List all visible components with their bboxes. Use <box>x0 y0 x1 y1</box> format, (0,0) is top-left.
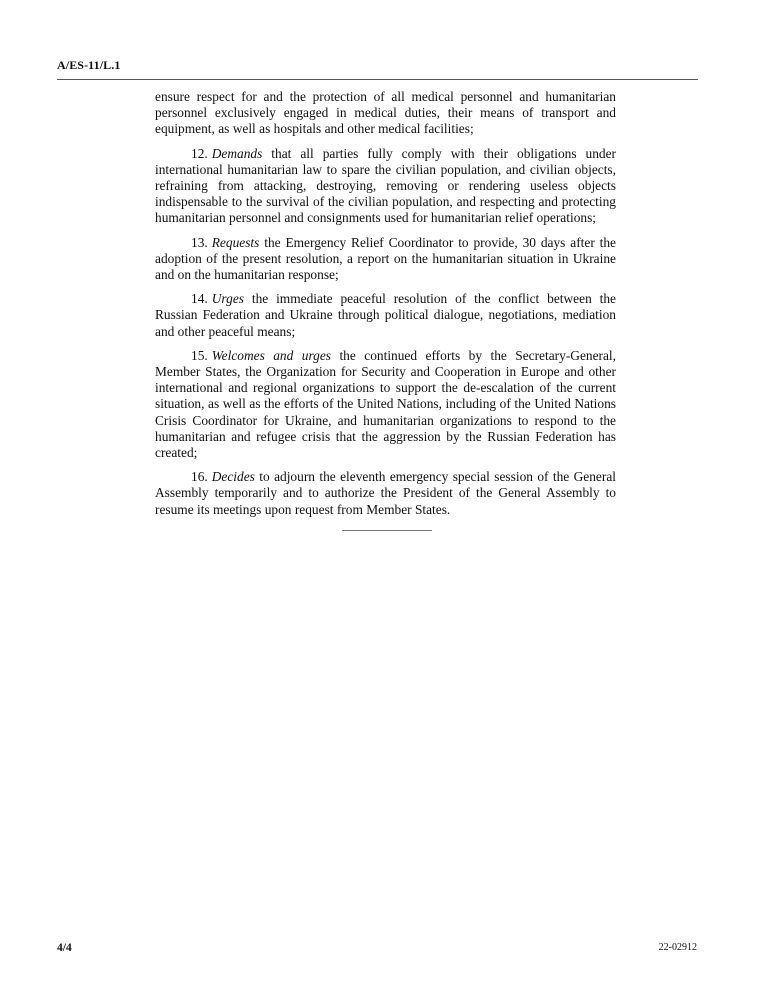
paragraph-text: to adjourn the eleventh emergency special session of the General Assembly temporarily and to authorize the President of the General Assembly to resume its meetings upon request from Member States. <box>155 469 616 517</box>
paragraph-15 <box>155 348 616 461</box>
header-divider <box>57 79 698 80</box>
paragraph-number: 13. <box>191 234 208 250</box>
operative-verb: Urges <box>211 291 244 307</box>
paragraph-text: the continued efforts by the Secretary-General, Member States, the Organization for Security and Cooperation in Europe and other international and regional organizations to support the de-escalation of the current situation, as well as the efforts of the United Nations, including of the United Nations Crisis Coordinator for Ukraine, and humanitarian organizations to respond to the humanitarian and refugee crisis that the aggression by the Russian Federation has created; <box>155 347 617 461</box>
operative-verb: Decides <box>211 469 255 485</box>
operative-verb: Requests <box>211 234 260 250</box>
paragraph-continuation <box>155 89 616 138</box>
operative-verb: Welcomes and urges <box>211 347 332 363</box>
page-number: 4/4 <box>57 942 72 954</box>
end-of-document-rule <box>342 530 432 531</box>
document-number: 22-02912 <box>658 942 697 953</box>
paragraph-text: ensure respect for and the protection of all medical personnel and humanitarian personnel exclusively engaged in medical duties, their means of transport and equipment, as well as hospitals and other medical facilities; <box>155 89 616 137</box>
paragraph-14 <box>155 291 616 340</box>
paragraph-number: 14. <box>191 291 208 307</box>
paragraph-number: 16. <box>191 469 208 485</box>
paragraph-text: that all parties fully comply with their obligations under international humanitarian law to spare the civilian population, and civilian objects, refraining from attacking, destroying, removing or rendering useless objects indispensable to the survival of the civilian population, and respecting and protecting humanitarian personnel and consignments used for humanitarian relief operations; <box>155 145 616 226</box>
operative-verb: Demands <box>211 145 263 161</box>
paragraph-16 <box>155 469 616 518</box>
resolution-body <box>155 89 616 526</box>
document-symbol: A/ES-11/L.1 <box>57 58 121 72</box>
paragraph-text: the Emergency Relief Coordinator to provide, 30 days after the adoption of the present resolution, a report on the humanitarian situation in Ukraine and on the humanitarian response; <box>155 234 616 283</box>
paragraph-number: 12. <box>191 145 208 161</box>
paragraph-text: the immediate peaceful resolution of the conflict between the Russian Federation and Ukraine through political dialogue, negotiations, mediation and other peaceful means; <box>155 291 616 339</box>
paragraph-number: 15. <box>191 347 208 363</box>
paragraph-13 <box>155 235 616 284</box>
paragraph-12 <box>155 146 616 227</box>
